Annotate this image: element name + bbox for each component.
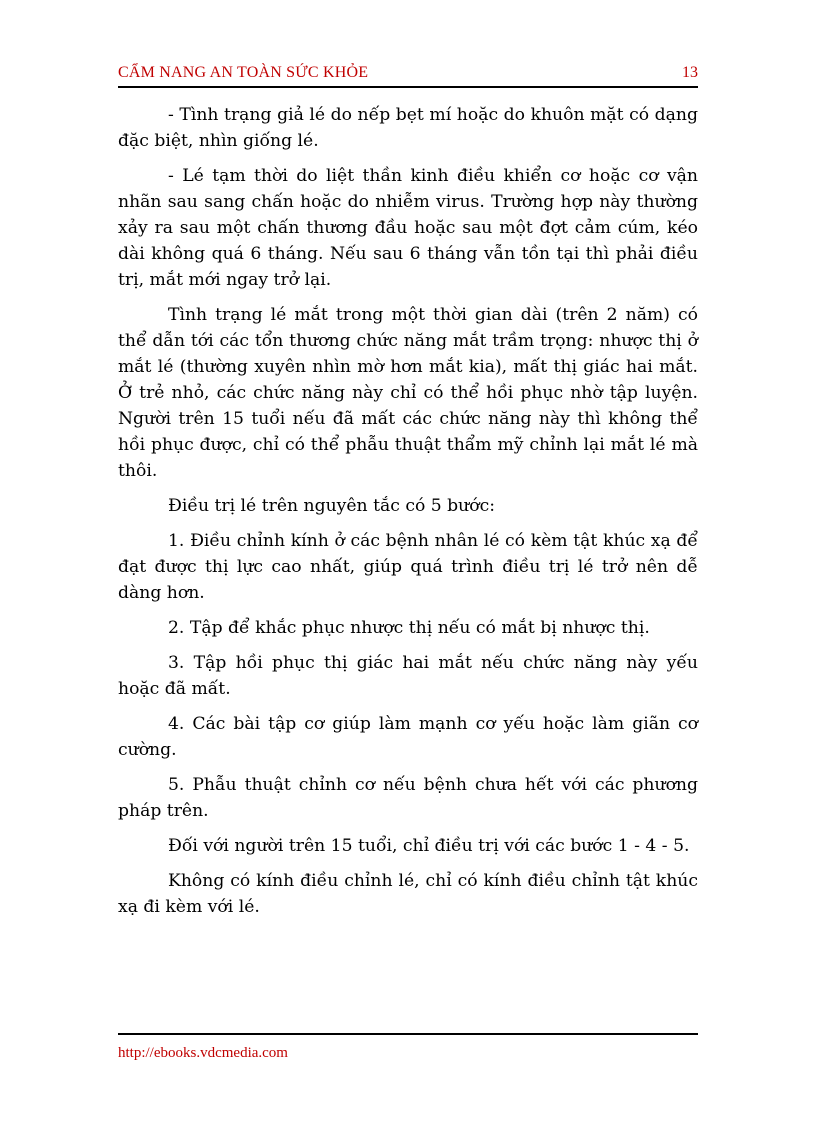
treatment-step-2: 2. Tập để khắc phục nhược thị nếu có mắt bị nhược thị.: [168, 618, 650, 638]
paragraph-adult-treatment: Đối với người trên 15 tuổi, chỉ điều trị với các bước 1 - 4 - 5.: [168, 836, 690, 856]
page-body: [118, 102, 698, 929]
page-number: 13: [682, 64, 698, 81]
paragraph-pseudo-strabismus: - Tình trạng giả lé do nếp bẹt mí hoặc do khuôn mặt có dạng đặc biệt, nhìn giống lé.: [118, 105, 698, 151]
paragraph-long-term-effects: Tình trạng lé mắt trong một thời gian dài (trên 2 năm) có thể dẫn tới các tổn thương chức năng mắt trầm trọng: nhược thị ở mắt lé (thường xuyên nhìn mờ hơn mắt kia), mất thị giác hai mắt. Ở trẻ nhỏ, các chức năng này chỉ có thể hồi phục nhờ tập luyện. Người trên 15 tuổi nếu đã mất các chức năng này thì không thể hồi phục được, chỉ có thể phẫu thuật thẩm mỹ chỉnh lại mắt lé mà thôi.: [118, 305, 698, 481]
page-header: [118, 62, 698, 88]
treatment-step-4: 4. Các bài tập cơ giúp làm mạnh cơ yếu hoặc làm giãn cơ cường.: [118, 714, 698, 760]
paragraph-treatment-intro: Điều trị lé trên nguyên tắc có 5 bước:: [168, 496, 495, 516]
paragraph-temporary-strabismus: - Lé tạm thời do liệt thần kinh điều khiển cơ hoặc cơ vận nhãn sau sang chấn hoặc do nhiễm virus. Trường hợp này thường xảy ra sau một chấn thương đầu hoặc sau một đợt cảm cúm, kéo dài không quá 6 tháng. Nếu sau 6 tháng vẫn tồn tại thì phải điều trị, mắt mới ngay trở lại.: [118, 166, 698, 290]
treatment-step-1: 1. Điều chỉnh kính ở các bệnh nhân lé có kèm tật khúc xạ để đạt được thị lực cao nhất, giúp quá trình điều trị lé trở nên dễ dàng hơn.: [118, 531, 698, 603]
treatment-step-5: 5. Phẫu thuật chỉnh cơ nếu bệnh chưa hết với các phương pháp trên.: [118, 775, 698, 821]
book-title: CẨM NANG AN TOÀN SỨC KHỎE: [118, 64, 369, 81]
footer-website-link[interactable]: http://ebooks.vdcmedia.com: [118, 1045, 288, 1061]
treatment-step-3: 3. Tập hồi phục thị giác hai mắt nếu chức năng này yếu hoặc đã mất.: [118, 653, 698, 699]
footer-divider: [118, 1033, 698, 1035]
paragraph-glasses-note: Không có kính điều chỉnh lé, chỉ có kính điều chỉnh tật khúc xạ đi kèm với lé.: [118, 871, 698, 917]
